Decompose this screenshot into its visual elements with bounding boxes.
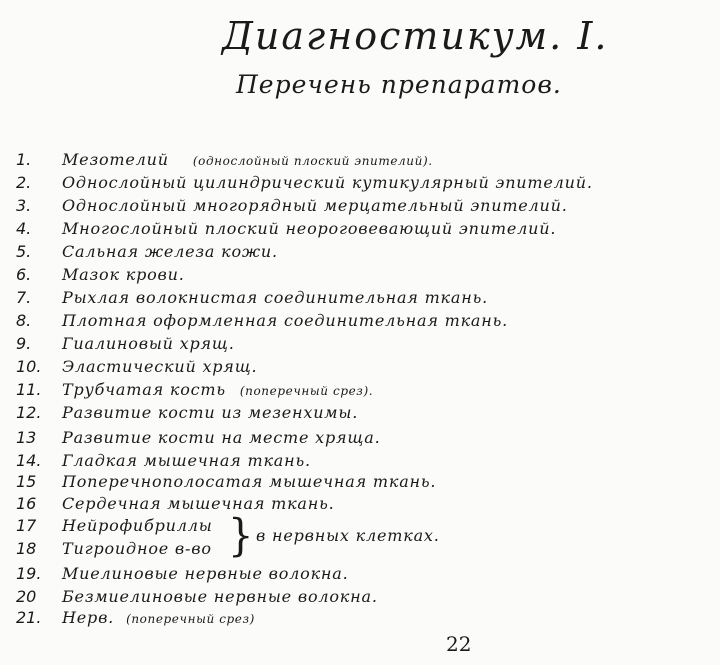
item-text: Нейрофибриллы [62,516,213,535]
brace-label: в нервных клетках. [256,526,440,545]
list-item [16,311,706,333]
item-number: 10. [16,357,42,376]
item-number: 5. [16,242,32,261]
list-item [16,196,706,218]
item-number: 7. [16,288,32,307]
list-item [16,380,706,402]
list-item [16,265,706,287]
item-number: 20 [16,587,37,606]
item-text: Мазок крови. [62,265,185,284]
item-text: Однослойный многорядный мерцательный эпителий. [62,196,568,215]
item-text: Сальная железа кожи. [62,242,278,261]
item-text: Развитие кости из мезенхимы. [62,403,359,422]
item-text: Мезотелий [62,150,169,169]
list-item [16,608,706,630]
item-number: 2. [16,173,32,192]
page-title: Диагностикум. I. [222,14,609,58]
item-text: Многослойный плоский неороговевающий эпителий. [62,219,557,238]
page-number: 22 [446,632,472,656]
item-number: 16 [16,494,37,513]
list-item [16,564,706,586]
item-text: Сердечная мышечная ткань. [62,494,335,513]
item-number: 21. [16,608,42,627]
page-subtitle: Перечень препаратов. [236,70,562,99]
item-text: Эластический хрящ. [62,357,258,376]
list-item [16,428,706,450]
nerve-cells-group [16,510,706,562]
list-item [16,357,706,379]
item-number: 12. [16,403,42,422]
list-item [16,451,706,473]
list-item [16,472,706,494]
list-item [16,403,706,425]
item-number: 19. [16,564,42,583]
list-item [16,173,706,195]
list-item [16,219,706,241]
item-text: Миелиновые нервные волокна. [62,564,349,583]
item-number: 17 [16,516,37,535]
list-item [16,242,706,264]
item-text: Рыхлая волокнистая соединительная ткань. [62,288,488,307]
list-item [16,587,706,609]
item-text: Развитие кости на месте хряща. [62,428,381,447]
item-number: 1. [16,150,32,169]
item-number: 14. [16,451,42,470]
item-number: 3. [16,196,32,215]
item-text: Гиалиновый хрящ. [62,334,235,353]
item-text: Плотная оформленная соединительная ткань. [62,311,509,330]
list-item [16,288,706,310]
item-number: 8. [16,311,32,330]
item-number: 15 [16,472,37,491]
item-number: 6. [16,265,32,284]
item-note: (поперечный срез). [239,384,374,398]
item-note: (однослойный плоский эпителий). [192,154,433,168]
item-text: Нерв. [62,608,115,627]
list-item [16,494,706,516]
item-number: 13 [16,428,37,447]
item-number: 18 [16,539,37,558]
item-text: Гладкая мышечная ткань. [62,451,311,470]
item-text: Трубчатая кость [62,380,226,399]
item-text: Безмиелиновые нервные волокна. [62,587,378,606]
item-number: 9. [16,334,32,353]
item-number: 4. [16,219,32,238]
curly-brace: } [228,510,254,562]
list-item [16,150,706,172]
item-note: (поперечный срез) [126,612,255,626]
list-item [16,334,706,356]
item-number: 11. [16,380,42,399]
item-text: Тигроидное в-во [62,539,212,558]
item-text: Однослойный цилиндрический кутикулярный эпителий. [62,173,593,192]
item-text: Поперечнополосатая мышечная ткань. [62,472,437,491]
